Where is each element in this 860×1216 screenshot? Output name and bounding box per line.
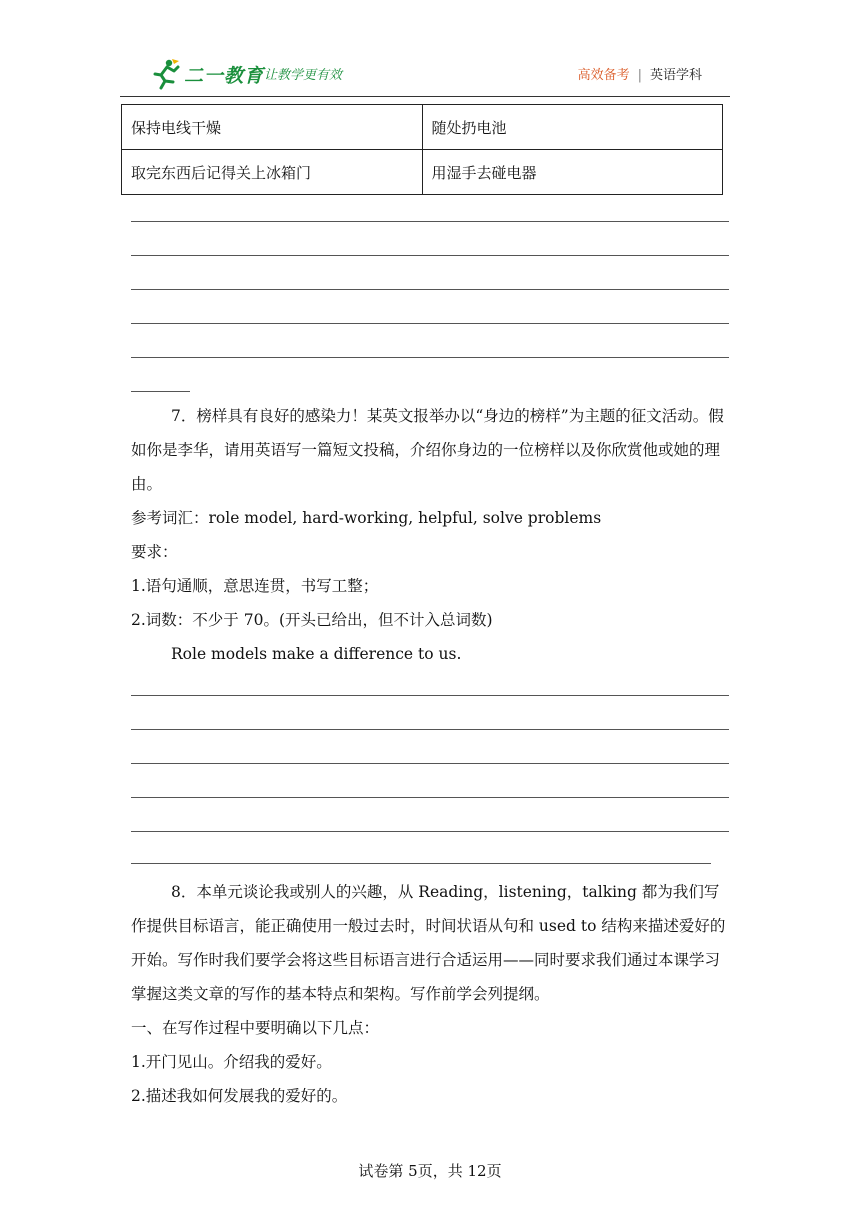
header-label-subject: 英语学科 — [649, 68, 702, 83]
q7-requirement-1: 1.语句通顺，意思连贯，书写工整； — [131, 577, 379, 595]
header-subject — [578, 64, 702, 83]
table-row — [122, 150, 723, 195]
answer-line[interactable] — [131, 695, 729, 696]
answer-line[interactable] — [131, 863, 711, 864]
table-cell: 保持电线干燥 — [122, 105, 423, 150]
q7-opening-sentence: Role models make a difference to us. — [171, 645, 462, 663]
page-header — [120, 52, 730, 98]
table-cell: 随处扔电池 — [422, 105, 723, 150]
logo-text: 二一教育 — [184, 64, 265, 87]
table-cell: 用湿手去碰电器 — [422, 150, 723, 195]
table-cell: 取完东西后记得关上冰箱门 — [122, 150, 423, 195]
header-label-efficient: 高效备考 — [577, 68, 630, 83]
q8-prompt: 8．本单元谈论我或别人的兴趣，从 Reading，listening，talking 都为我们写作提供目标语言，能正确使用一般过去时，时间状语从句和 used to 结构来描述爱好的开始。写作时我们要学会将这些目标语言进行合适运用——同时要求我们通过本课学习掌握这类文章的写作的基本特点和架构。写作前学会列提纲。 — [131, 883, 726, 1003]
behavior-table — [121, 104, 723, 195]
header-divider — [120, 96, 730, 97]
answer-line[interactable] — [131, 763, 729, 764]
q7-requirement-2: 2.词数：不少于 70。(开头已给出，但不计入总词数) — [131, 611, 493, 629]
page-number: 试卷第 5页，共 12页 — [358, 1162, 502, 1180]
answer-line[interactable] — [131, 831, 729, 832]
q8-point-1: 1.开门见山。介绍我的爱好。 — [131, 1053, 332, 1071]
q8-point-heading: 一、在写作过程中要明确以下几点： — [131, 1019, 380, 1037]
answer-line[interactable] — [131, 289, 729, 290]
answer-line[interactable] — [131, 221, 729, 222]
header-separator: | — [637, 68, 642, 83]
answer-line[interactable] — [131, 797, 729, 798]
answer-line[interactable] — [131, 729, 729, 730]
answer-line[interactable] — [131, 255, 729, 256]
table-row — [122, 105, 723, 150]
runner-logo-icon — [148, 57, 182, 91]
q7-requirements-title: 要求： — [131, 543, 178, 561]
slogan: 让教学更有效 — [264, 68, 343, 83]
q8-point-2: 2.描述我如何发展我的爱好的。 — [131, 1087, 348, 1105]
answer-line[interactable] — [131, 391, 190, 392]
answer-line[interactable] — [131, 357, 729, 358]
logo — [148, 56, 264, 92]
q7-prompt: 7．榜样具有良好的感染力！某英文报举办以“身边的榜样”为主题的征文活动。假如你是李华，请用英语写一篇短文投稿，介绍你身边的一位榜样以及你欣赏他或她的理由。 — [131, 407, 724, 493]
answer-line[interactable] — [131, 323, 729, 324]
q7-vocab: 参考词汇：role model, hard-working, helpful, solve problems — [131, 509, 602, 527]
